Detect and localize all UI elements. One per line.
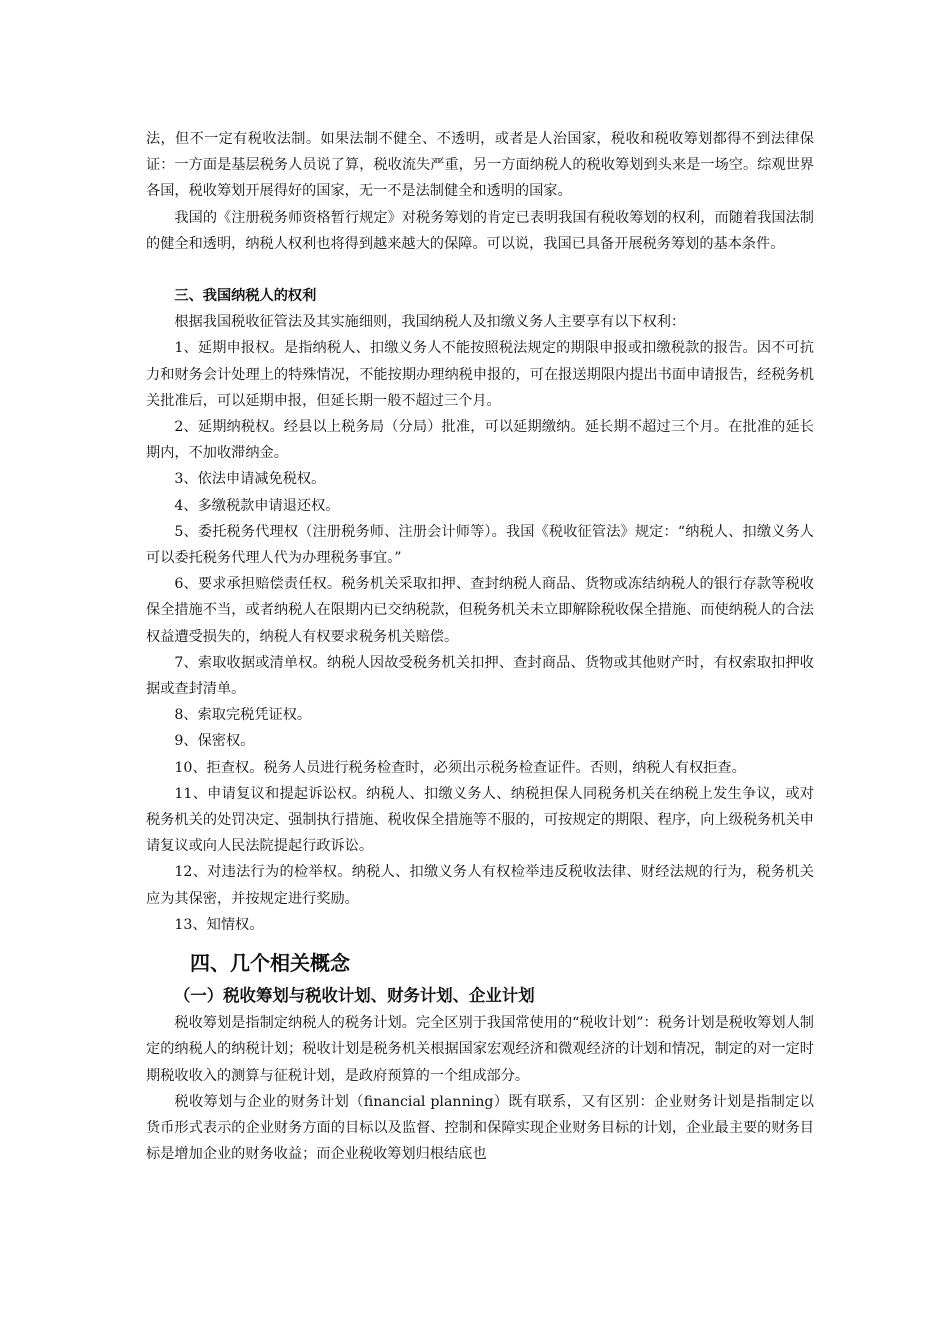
right-item-11: 11、申请复议和提起诉讼权。纳税人、扣缴义务人、纳税担保人同税务机关在纳税上发生争议，或对税务机关的处罚决定、强制执行措施、税收保全措施等不服的，可按规定的期限、程序，向上级税务机关申请复议或向人民法院提起行政诉讼。 [146,785,814,855]
right-item-8: 8、索取完税凭证权。 [174,707,312,724]
right-item-10: 10、拒查权。税务人员进行税务检查时，必须出示税务检查证件。否则，纳税人有权拒查。 [174,759,746,776]
section-3-heading: 三、我国纳税人的权利 [174,288,317,305]
right-item-5: 5、委托税务代理权（注册税务师、注册会计师等）。我国《税收征管法》规定：“纳税人、扣缴义务人可以委托税务代理人代为办理税务事宜。” [146,523,814,567]
section-4-paragraph-1: 税收筹划是指制定纳税人的税务计划。完全区别于我国常使用的“税收计划”：税务计划是税收筹划人制定的纳税人的纳税计划；税收计划是税务机关根据国家宏观经济和微观经济的计划和情况，制定的对一定时期税收收入的测算与征税计划，是政府预算的一个组成部分。 [146,1015,814,1084]
paragraph-spacer [146,257,814,283]
section-4-heading: 四、几个相关概念 [190,951,350,976]
intro-paragraph-2: 我国的《注册税务师资格暂行规定》对税务筹划的肯定已表明我国有税收筹划的权利，而随着我国法制的健全和透明，纳税人权利也将得到越来越大的保障。可以说，我国已具备开展税务筹划的基本条件。 [146,209,814,252]
right-item-1: 1、延期申报权。是指纳税人、扣缴义务人不能按照税法规定的期限申报或扣缴税款的报告。因不可抗力和财务会计处理上的特殊情况，不能按期办理纳税申报的，可在报送期限内提出书面申请报告，经税务机关批准后，可以延期申报，但延长期一般不超过三个月。 [146,340,814,409]
right-item-12: 12、对违法行为的检举权。纳税人、扣缴义务人有权检举违反税收法律、财经法规的行为，税务机关应为其保密，并按规定进行奖励。 [146,864,814,907]
right-item-13: 13、知情权。 [174,916,264,933]
right-item-4: 4、多缴税款申请退还权。 [174,497,340,514]
intro-paragraph-1: 法，但不一定有税收法制。如果法制不健全、不透明，或者是人治国家，税收和税收筹划都得不到法律保证：一方面是基层税务人员说了算，税收流失严重，另一方面纳税人的税收筹划到头来是一场空。综观世界各国，税收筹划开展得好的国家，无一不是法制健全和透明的国家。 [146,131,814,200]
section-3-lead: 根据我国税收征管法及其实施细则，我国纳税人及扣缴义务人主要享有以下权利： [174,314,686,331]
right-item-6: 6、要求承担赔偿责任权。税务机关采取扣押、查封纳税人商品、货物或冻结纳税人的银行存款等税收保全措施不当，或者纳税人在限期内已交纳税款，但税务机关未立即解除税收保全措施、而使纳税人的合法权益遭受损失的，纳税人有权要求税务机关赔偿。 [146,576,814,645]
right-item-7: 7、索取收据或清单权。纳税人因故受税务机关扣押、查封商品、货物或其他财产时，有权索取扣押收据或查封清单。 [146,654,814,698]
right-item-3: 3、依法申请减免税权。 [174,471,326,488]
section-4-paragraph-2: 税收筹划与企业的财务计划（financial planning）既有联系，又有区别：企业财务计划是指制定以货币形式表示的企业财务方面的目标以及监督、控制和保障实现企业财务目标的计划，企业最主要的财务目标是增加企业的财务收益；而企业税收筹划归根结底也 [146,1093,814,1163]
section-4-subheading: （一）税收筹划与税收计划、财务计划、企业计划 [174,986,535,1006]
right-item-2: 2、延期纳税权。经县以上税务局（分局）批准，可以延期缴纳。延长期不超过三个月。在批准的延长期内，不加收滞纳金。 [146,419,814,462]
right-item-9: 9、保密权。 [174,733,255,750]
document-page [146,126,814,1167]
